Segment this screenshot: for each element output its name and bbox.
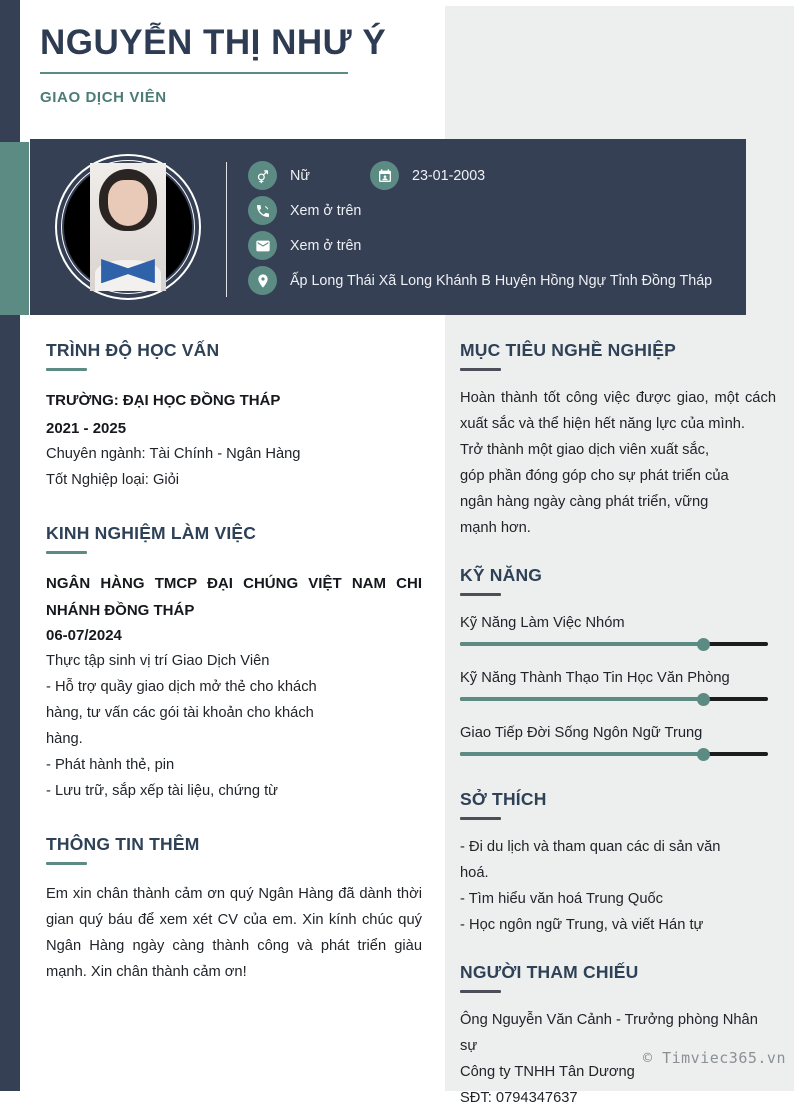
hobby-line: - Tìm hiểu văn hoá Trung Quốc [460, 891, 664, 907]
education-major: Chuyên ngành: Tài Chính - Ngân Hàng [46, 446, 301, 462]
skill-label: Giao Tiếp Đời Sống Ngôn Ngữ Trung [460, 725, 703, 741]
experience-underline [46, 551, 87, 554]
skill-item [460, 667, 776, 706]
hobbies-heading: SỞ THÍCH [460, 789, 547, 809]
additional-heading: THÔNG TIN THÊM [46, 834, 200, 854]
watermark-credit: © Timviec365.vn [643, 1049, 786, 1067]
additional-text: Em xin chân thành cảm ơn quý Ngân Hàng đã dành thời gian quý báu để xem xét CV của em. Xin kính chúc quý Ngân Hàng ngày càng thành công và phát triển giàu mạnh. Xin chân thành cảm ơn! [46, 886, 422, 980]
education-heading: TRÌNH ĐỘ HỌC VẤN [46, 340, 220, 360]
contact-info [248, 159, 736, 301]
portrait-image [64, 163, 192, 291]
skill-label: Kỹ Năng Thành Thạo Tin Học Văn Phòng [460, 670, 730, 686]
section-education [46, 340, 422, 493]
skill-bar-handle [697, 638, 710, 651]
gender-value: Nữ [290, 167, 310, 184]
section-experience [46, 523, 422, 804]
right-column [460, 340, 776, 1111]
objective-underline [460, 368, 501, 371]
hobby-line: - Đi du lịch và tham quan các di sản văn [460, 839, 721, 855]
band-divider [226, 162, 227, 297]
section-hobbies [460, 789, 776, 938]
additional-underline [46, 862, 87, 865]
reference-heading: NGƯỜI THAM CHIẾU [460, 962, 639, 982]
section-skills [460, 565, 776, 761]
section-objective [460, 340, 776, 541]
skill-label: Kỹ Năng Làm Việc Nhóm [460, 615, 625, 631]
skill-item [460, 722, 776, 761]
mail-icon [248, 231, 277, 260]
reference-underline [460, 990, 501, 993]
skill-bar-handle [697, 693, 710, 706]
objective-intro: Hoàn thành tốt công việc được giao, một cách xuất sắc và thể hiện hết năng lực của mình. [460, 390, 776, 432]
skill-bar [460, 637, 768, 651]
objective-line: Trở thành một giao dịch viên xuất sắc, [460, 442, 710, 458]
phone-value: Xem ở trên [290, 202, 362, 219]
profile-photo [55, 154, 201, 300]
education-underline [46, 368, 87, 371]
skill-item [460, 612, 776, 651]
experience-line: Thực tập sinh vị trí Giao Dịch Viên [46, 653, 270, 669]
skill-bar [460, 692, 768, 706]
contact-email [248, 231, 361, 260]
cv-header [40, 24, 440, 106]
job-title: GIAO DỊCH VIÊN [40, 88, 167, 106]
section-reference [460, 962, 776, 1111]
experience-line: hàng, tư vấn các gói tài khoản cho khách [46, 705, 314, 721]
candidate-name: NGUYỄN THỊ NHƯ Ý [40, 23, 387, 62]
education-years: 2021 - 2025 [46, 420, 127, 437]
experience-line: hàng. [46, 731, 83, 747]
hobby-line: - Học ngôn ngữ Trung, và viết Hán tự [460, 917, 704, 933]
contact-phone [248, 196, 361, 225]
teal-accent-block [0, 142, 29, 315]
section-additional-info [46, 834, 422, 985]
experience-line: - Phát hành thẻ, pin [46, 757, 175, 773]
profile-band [30, 139, 746, 315]
phone-icon [248, 196, 277, 225]
contact-address [248, 266, 712, 295]
calendar-icon [370, 161, 399, 190]
objective-line: mạnh hơn. [460, 520, 531, 536]
name-underline [40, 72, 348, 74]
contact-gender [248, 161, 310, 190]
email-value: Xem ở trên [290, 237, 362, 254]
objective-heading: MỤC TIÊU NGHỀ NGHIỆP [460, 340, 676, 360]
experience-line: - Hỗ trợ quầy giao dịch mở thẻ cho khách [46, 679, 317, 695]
location-icon [248, 266, 277, 295]
birthday-value: 23-01-2003 [412, 167, 486, 184]
hobby-line: hoá. [460, 865, 489, 881]
experience-company: NGÂN HÀNG TMCP ĐẠI CHÚNG VIỆT NAM CHI NHÁNH ĐỒNG THÁP [46, 575, 422, 619]
skill-bar-handle [697, 748, 710, 761]
contact-birthday [370, 161, 485, 190]
gender-icon [248, 161, 277, 190]
experience-period: 06-07/2024 [46, 627, 122, 644]
skills-underline [460, 593, 501, 596]
hobbies-underline [460, 817, 501, 820]
experience-heading: KINH NGHIỆM LÀM VIỆC [46, 523, 257, 543]
skills-heading: KỸ NĂNG [460, 565, 543, 585]
education-school: TRƯỜNG: ĐẠI HỌC ĐỒNG THÁP [46, 392, 281, 409]
address-value: Ấp Long Thái Xã Long Khánh B Huyện Hồng Ngự Tỉnh Đồng Tháp [290, 272, 713, 289]
reference-line: SĐT: 0794347637 [460, 1090, 578, 1106]
objective-line: ngân hàng ngày càng phát triển, vững [460, 494, 709, 510]
left-column [46, 340, 422, 985]
skill-bar [460, 747, 768, 761]
experience-line: - Lưu trữ, sắp xếp tài liệu, chứng từ [46, 783, 279, 799]
reference-line: Ông Nguyễn Văn Cảnh - Trưởng phòng Nhân sự [460, 1012, 758, 1054]
reference-line: Công ty TNHH Tân Dương [460, 1064, 635, 1080]
objective-line: góp phần đóng góp cho sự phát triển của [460, 468, 729, 484]
education-grade: Tốt Nghiệp loại: Giỏi [46, 472, 180, 488]
